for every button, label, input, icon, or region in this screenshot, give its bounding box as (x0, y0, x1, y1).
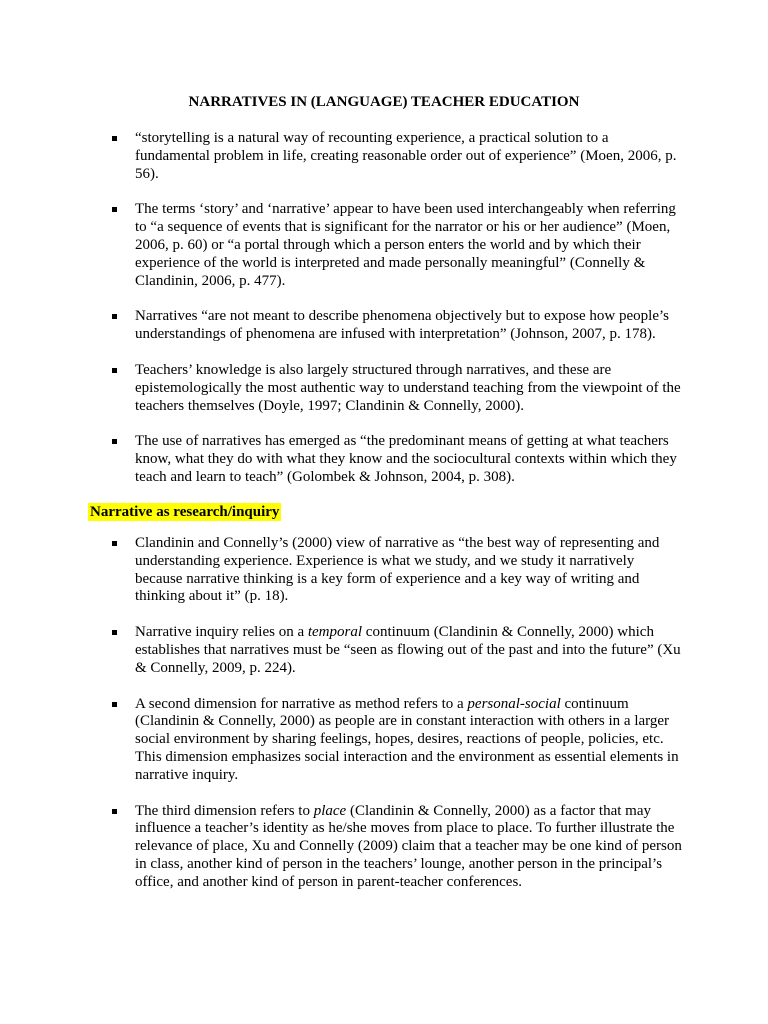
bullet-text: The use of narratives has emerged as “the predominant means of getting at what teachers know, what they do with what they know and the sociocultural contexts within which they teach and learn to teach” (Golombek & Johnson, 2004, p. 308). (135, 433, 677, 485)
list-item (112, 535, 682, 606)
square-bullet-icon (112, 439, 117, 444)
section-heading-highlighted: Narrative as research/inquiry (90, 504, 280, 520)
square-bullet-icon (112, 136, 117, 141)
bullet-emphasis: place (313, 802, 347, 819)
bullet-text: “storytelling is a natural way of recounting experience, a practical solution to a fundamental problem in life, creating reasonable order out of experience” (Moen, 2006, p. 56). (135, 130, 677, 182)
square-bullet-icon (112, 809, 117, 814)
list-item (112, 362, 682, 415)
bullet-text-after: continuum (Clandinin & Connelly, 2000) which establishes that narratives must be “seen as flowing out of the past and into the future” (Xu & Connelly, 2009, p. 224). (135, 624, 681, 676)
list-item (112, 624, 682, 677)
list-item (112, 803, 682, 892)
list-item (112, 130, 682, 183)
document-title: NARRATIVES IN (LANGUAGE) TEACHER EDUCATION (188, 94, 580, 110)
list-item (112, 696, 682, 785)
bullet-text: Narratives “are not meant to describe phenomena objectively but to expose how people’s understandings of phenomena are infused with interpretation” (Johnson, 2007, p. 178). (135, 308, 669, 343)
bullet-emphasis: temporal (307, 624, 363, 641)
list-item (112, 433, 682, 486)
inquiry-bullet-list (112, 535, 682, 910)
intro-bullet-list (112, 130, 682, 505)
bullet-text: Teachers’ knowledge is also largely structured through narratives, and these are epistemologically the most authentic way to understand teaching from the viewpoint of the teachers themselves (Doyle, 1997; Clandinin & Connelly, 2000). (135, 361, 681, 414)
list-item (112, 201, 682, 290)
list-item (112, 308, 682, 344)
bullet-text-after: continuum (Clandinin & Connelly, 2000) as people are in constant interaction with others in a larger social environment by sharing feelings, hopes, desires, reactions of people, policies, etc. This dimension emphasizes social interaction and the environment as essential elements in narrative inquiry. (135, 695, 679, 783)
square-bullet-icon (112, 207, 117, 212)
bullet-text: Clandinin and Connelly’s (2000) view of narrative as “the best way of representing and understanding experience. Experience is what we study, and we study it narratively because narrative thinking is a key form of experience and a key way of writing and thinking about it” (p. 18). (135, 535, 660, 605)
square-bullet-icon (112, 702, 117, 707)
bullet-emphasis: personal-social (467, 695, 561, 712)
bullet-text-before: The third dimension refers to (135, 802, 314, 819)
bullet-text-before: A second dimension for narrative as method refers to a (135, 695, 468, 712)
square-bullet-icon (112, 314, 117, 319)
square-bullet-icon (112, 541, 117, 546)
square-bullet-icon (112, 630, 117, 635)
bullet-text-after: (Clandinin & Connelly, 2000) as a factor that may influence a teacher’s identity as he/she moves from place to place. To further illustrate the relevance of place, Xu and Connelly (2009) claim that a teacher may be one kind of person in class, another kind of person in the teachers’ lounge, another person in the principal’s office, and another kind of person in parent-teacher conferences. (135, 802, 682, 890)
bullet-text: The terms ‘story’ and ‘narrative’ appear to have been used interchangeably when referring to “a sequence of events that is significant for the narrator or his or her audience” (Moen, 2006, p. 60) or “a portal through which a person enters the world and by which their experience of the world is interpreted and made personally meaningful” (Connelly & Clandinin, 2006, p. 477). (135, 201, 676, 289)
square-bullet-icon (112, 368, 117, 373)
bullet-text-before: Narrative inquiry relies on a (135, 624, 308, 641)
